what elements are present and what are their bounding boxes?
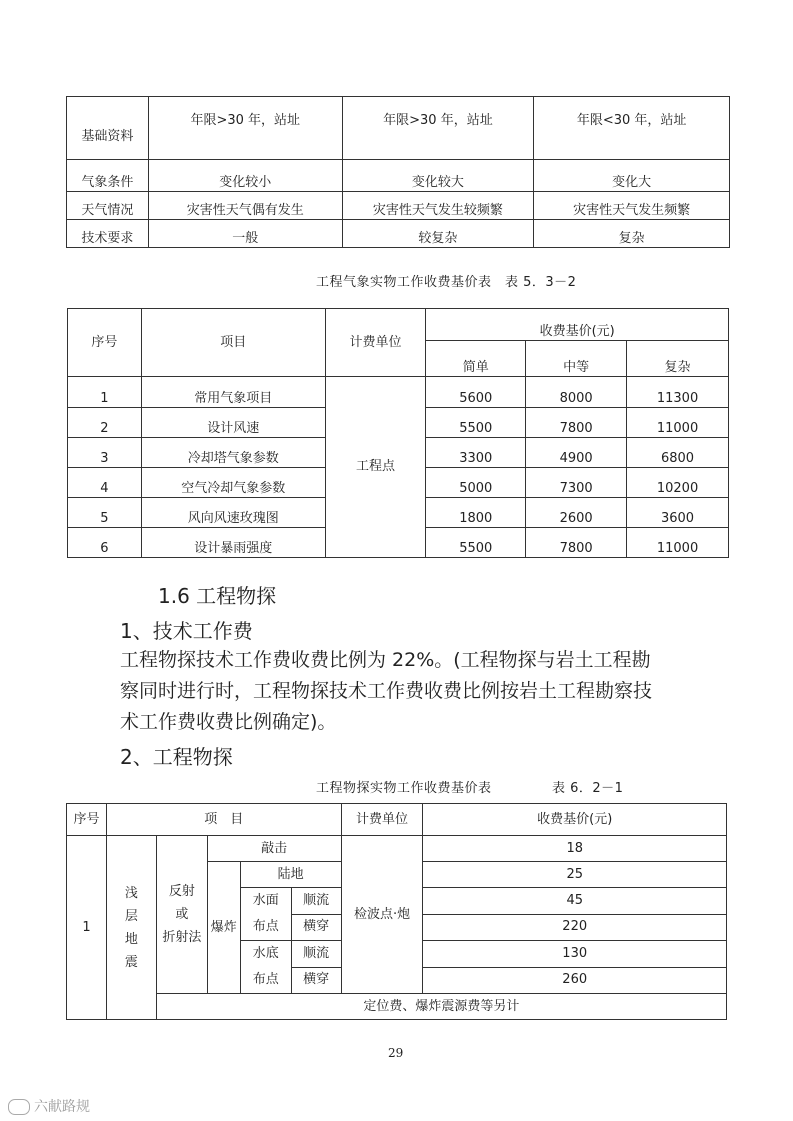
paragraph-line: 术工作费收费比例确定)。 xyxy=(120,711,337,733)
table-cell: 灾害性天气发生较频繁 xyxy=(342,192,534,220)
geophysical-fee-table xyxy=(66,803,727,1020)
header-item: 项目 xyxy=(141,309,325,377)
method-label xyxy=(156,836,207,994)
row-no: 6 xyxy=(68,528,142,558)
group-char: 层 xyxy=(124,908,138,924)
group-label xyxy=(106,836,156,1020)
table-caption: 工程气象实物工作收费基价表 表 5．3－2 xyxy=(316,275,577,290)
method-line: 或 xyxy=(175,907,189,922)
price-medium: 2600 xyxy=(526,498,627,528)
across-label: 横穿 xyxy=(291,967,341,994)
table-cell: 变化大 xyxy=(534,160,730,192)
header-no: 序号 xyxy=(68,309,142,377)
table-cell: 灾害性天气偶有发生 xyxy=(148,192,342,220)
section-heading: 1.6 工程物探 xyxy=(158,584,277,608)
water-surface-line: 布点 xyxy=(252,919,279,934)
row-item: 空气冷却气象参数 xyxy=(141,468,325,498)
price-simple: 5600 xyxy=(426,377,526,408)
table-cell: 较复杂 xyxy=(342,220,534,248)
unit-cell: 工程点 xyxy=(325,377,426,558)
row-item: 常用气象项目 xyxy=(141,377,325,408)
unit-cell: 检波点·炮 xyxy=(341,836,423,994)
price-medium: 4900 xyxy=(526,438,627,468)
paragraph-line: 察同时进行时，工程物探技术工作费收费比例按岩土工程勘察技 xyxy=(120,680,653,702)
body-paragraph xyxy=(120,645,680,738)
row-label: 天气情况 xyxy=(67,192,149,220)
header-no: 序号 xyxy=(67,804,107,836)
water-bottom-line: 水底 xyxy=(252,946,279,961)
method-line: 反射 xyxy=(168,884,195,899)
table-cell: 灾害性天气发生频繁 xyxy=(534,192,730,220)
table-cell: 复杂 xyxy=(534,220,730,248)
row-label: 基础资料 xyxy=(67,97,149,160)
table-cell: 变化较大 xyxy=(342,160,534,192)
subheading-technical-fee: 1、技术工作费 xyxy=(120,619,253,643)
watermark-logo-icon xyxy=(8,1099,30,1115)
header-item: 项 目 xyxy=(106,804,341,836)
row-label: 技术要求 xyxy=(67,220,149,248)
subheading-geophysical: 2、工程物探 xyxy=(120,745,233,769)
strike-label: 敲击 xyxy=(207,836,341,862)
header-price: 收费基价(元) xyxy=(426,309,729,341)
group-char: 地 xyxy=(124,931,138,947)
table-row xyxy=(67,97,730,160)
price-medium: 8000 xyxy=(526,377,627,408)
table-row xyxy=(68,377,729,408)
price-cell: 18 xyxy=(423,836,727,862)
table-row xyxy=(67,836,727,862)
price-complex: 11300 xyxy=(627,377,729,408)
water-bottom-line: 布点 xyxy=(252,972,279,987)
row-no: 4 xyxy=(68,468,142,498)
price-cell: 25 xyxy=(423,862,727,888)
table-row xyxy=(67,220,730,248)
price-cell: 220 xyxy=(423,914,727,941)
header-unit: 计费单位 xyxy=(325,309,426,377)
price-cell: 130 xyxy=(423,941,727,968)
method-line: 折射法 xyxy=(162,930,202,945)
group-char: 震 xyxy=(124,954,138,970)
price-simple: 3300 xyxy=(426,438,526,468)
row-item: 设计风速 xyxy=(141,408,325,438)
price-simple: 5500 xyxy=(426,528,526,558)
price-complex: 10200 xyxy=(627,468,729,498)
table-caption-title: 工程物探实物工作收费基价表 xyxy=(316,781,492,796)
price-simple: 1800 xyxy=(426,498,526,528)
row-no: 1 xyxy=(67,836,107,1020)
table-cell: 年限>30 年，站址 xyxy=(148,97,342,160)
basic-data-table xyxy=(66,96,730,248)
table-cell: 一般 xyxy=(148,220,342,248)
price-simple: 5000 xyxy=(426,468,526,498)
watermark-text: 六献路规 xyxy=(34,1099,90,1115)
page-number: 29 xyxy=(388,1046,404,1060)
header-unit: 计费单位 xyxy=(341,804,423,836)
row-no: 3 xyxy=(68,438,142,468)
row-item: 设计暴雨强度 xyxy=(141,528,325,558)
price-cell: 45 xyxy=(423,888,727,915)
table-cell: 变化较小 xyxy=(148,160,342,192)
row-label: 气象条件 xyxy=(67,160,149,192)
along-label: 顺流 xyxy=(291,941,341,968)
note-cell: 定位费、爆炸震源费等另计 xyxy=(156,994,726,1020)
paragraph-line: 工程物探技术工作费收费比例为 22%。(工程物探与岩土工程勘 xyxy=(120,649,651,671)
header-price: 收费基价(元) xyxy=(423,804,727,836)
water-bottom-label xyxy=(240,941,291,994)
price-medium: 7300 xyxy=(526,468,627,498)
price-complex: 11000 xyxy=(627,528,729,558)
watermark xyxy=(8,1096,90,1116)
header-medium: 中等 xyxy=(526,341,627,377)
row-no: 5 xyxy=(68,498,142,528)
row-no: 2 xyxy=(68,408,142,438)
price-cell: 260 xyxy=(423,967,727,994)
table-caption-number: 表 6．2－1 xyxy=(552,781,624,796)
meteorology-fee-table xyxy=(67,308,729,558)
header-row xyxy=(67,804,727,836)
header-simple: 简单 xyxy=(426,341,526,377)
price-medium: 7800 xyxy=(526,528,627,558)
table-row xyxy=(67,994,727,1020)
price-medium: 7800 xyxy=(526,408,627,438)
price-complex: 11000 xyxy=(627,408,729,438)
header-complex: 复杂 xyxy=(627,341,729,377)
water-surface-label xyxy=(240,888,291,941)
price-complex: 6800 xyxy=(627,438,729,468)
table-row xyxy=(67,160,730,192)
table-cell: 年限<30 年，站址 xyxy=(534,97,730,160)
row-item: 风向风速玫瑰图 xyxy=(141,498,325,528)
group-char: 浅 xyxy=(124,885,138,901)
price-complex: 3600 xyxy=(627,498,729,528)
across-label: 横穿 xyxy=(291,914,341,941)
explode-label: 爆炸 xyxy=(207,862,240,994)
land-label: 陆地 xyxy=(240,862,341,888)
table-cell: 年限>30 年，站址 xyxy=(342,97,534,160)
row-item: 冷却塔气象参数 xyxy=(141,438,325,468)
row-no: 1 xyxy=(68,377,142,408)
along-label: 顺流 xyxy=(291,888,341,915)
table-row xyxy=(67,192,730,220)
header-row xyxy=(68,309,729,341)
water-surface-line: 水面 xyxy=(252,893,279,908)
price-simple: 5500 xyxy=(426,408,526,438)
